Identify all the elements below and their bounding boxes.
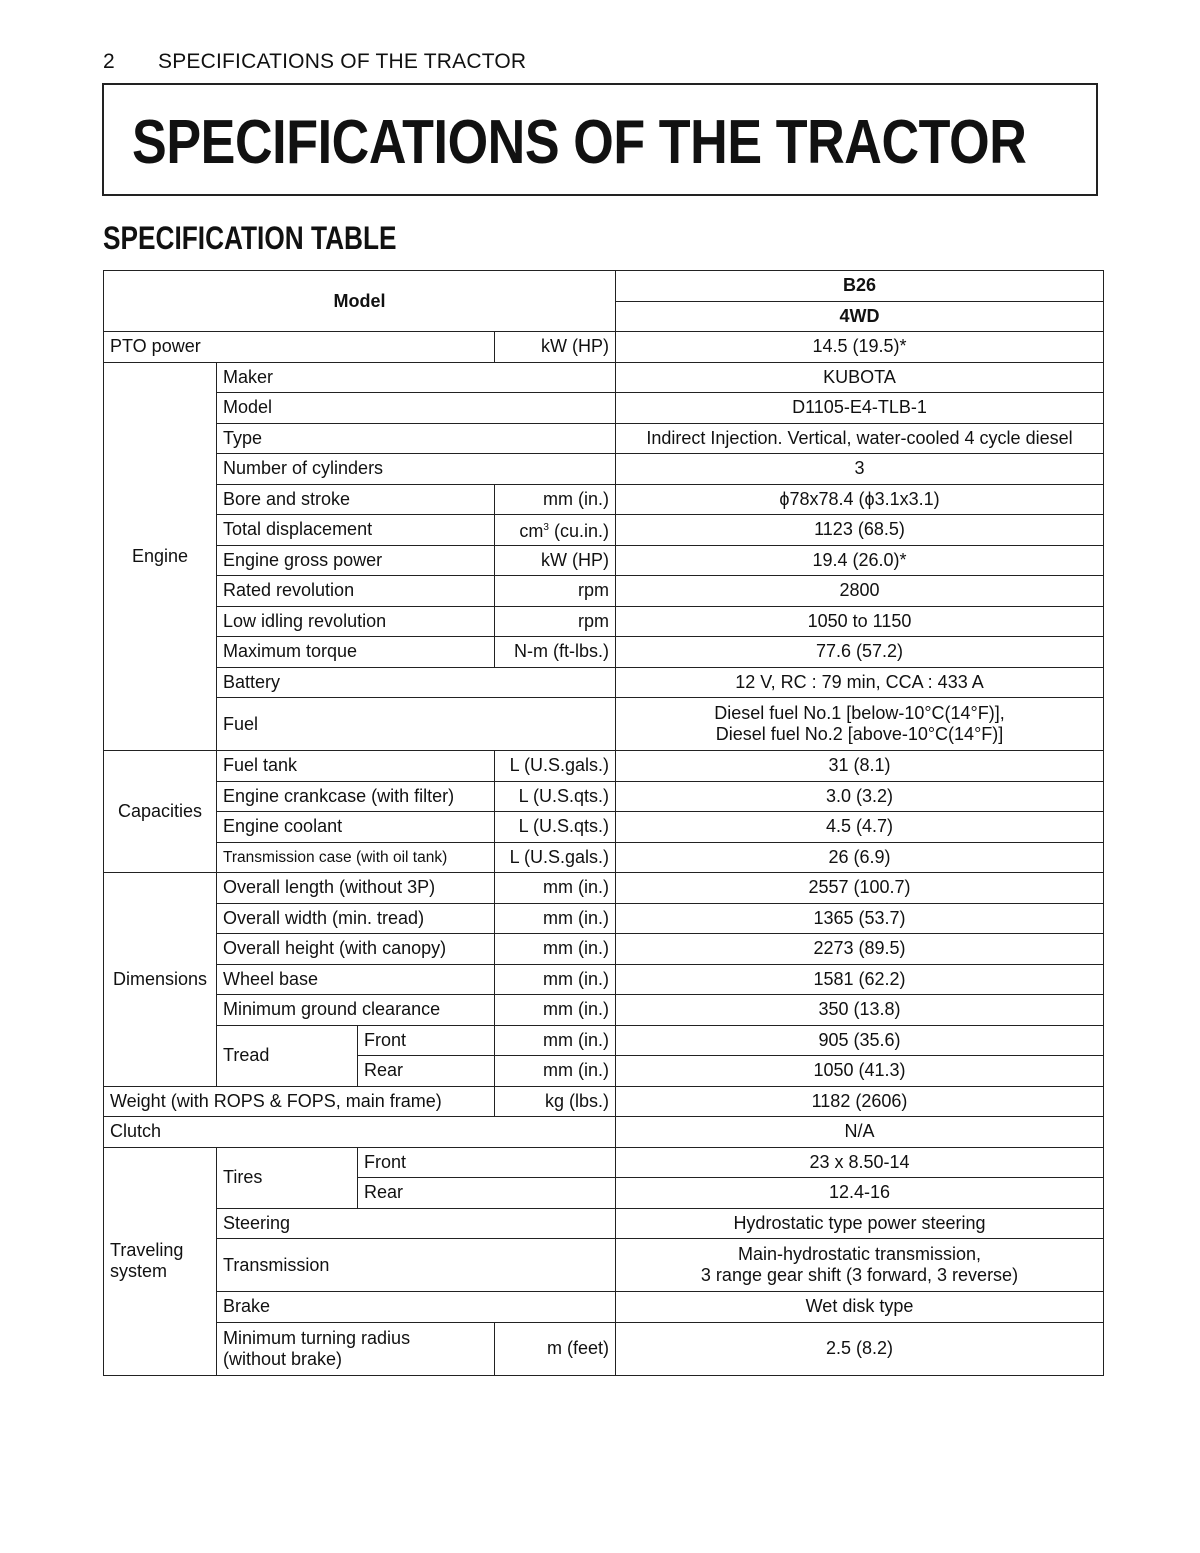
row-value: 77.6 (57.2) [616, 637, 1104, 668]
row-label: Overall height (with canopy) [217, 934, 495, 965]
row-label: Brake [217, 1292, 616, 1323]
row-label: Clutch [104, 1117, 616, 1148]
row-value [616, 1239, 1104, 1292]
table-row [104, 1147, 1104, 1178]
row-label: Total displacement [217, 515, 495, 546]
row-unit: L (U.S.gals.) [495, 751, 616, 782]
row-value: 31 (8.1) [616, 751, 1104, 782]
row-value: 3.0 (3.2) [616, 781, 1104, 812]
group-label-line: system [110, 1261, 168, 1281]
table-row [104, 812, 1104, 843]
row-value: 3 [616, 454, 1104, 485]
row-unit: m (feet) [495, 1322, 616, 1375]
row-unit: mm (in.) [495, 903, 616, 934]
group-label-line: Traveling [110, 1240, 184, 1260]
row-value: Indirect Injection. Vertical, water-cooled 4 cycle diesel [616, 423, 1104, 454]
row-unit: mm (in.) [495, 1056, 616, 1087]
table-row [104, 698, 1104, 751]
value-line: 3 range gear shift (3 forward, 3 reverse) [700, 1265, 1019, 1285]
table-row [104, 781, 1104, 812]
row-unit: mm (in.) [495, 1025, 616, 1056]
model-name: B26 [616, 271, 1104, 302]
table-row [104, 1239, 1104, 1292]
row-unit: kg (lbs.) [495, 1086, 616, 1117]
row-label: Overall length (without 3P) [217, 873, 495, 904]
row-unit: rpm [495, 606, 616, 637]
row-value: Wet disk type [616, 1292, 1104, 1323]
table-row [104, 667, 1104, 698]
row-label: Type [217, 423, 616, 454]
table-row [104, 332, 1104, 363]
label-line: Minimum turning radius [223, 1327, 411, 1348]
value-line: Diesel fuel No.1 [below-10°C(14°F)], [714, 703, 1005, 723]
table-row [104, 995, 1104, 1026]
label-line: (without brake) [223, 1348, 343, 1369]
table-row [104, 1117, 1104, 1148]
table-row [104, 1086, 1104, 1117]
table-row [104, 1208, 1104, 1239]
group-label-traveling-system [104, 1147, 217, 1375]
row-value: 2800 [616, 576, 1104, 607]
row-value: 26 (6.9) [616, 842, 1104, 873]
value-line: Main-hydrostatic transmission, [737, 1244, 982, 1264]
row-label: Bore and stroke [217, 484, 495, 515]
section-heading: SPECIFICATION TABLE [103, 220, 397, 256]
row-unit: mm (in.) [495, 964, 616, 995]
page-title: SPECIFICATIONS OF THE TRACTOR [132, 108, 1027, 177]
row-unit: L (U.S.qts.) [495, 812, 616, 843]
table-row [104, 1322, 1104, 1375]
row-label: PTO power [104, 332, 495, 363]
row-value: Hydrostatic type power steering [616, 1208, 1104, 1239]
unit-rest: (cu.in.) [548, 521, 609, 542]
value-line: Diesel fuel No.2 [above-10°C(14°F)] [715, 724, 1004, 744]
row-label: Wheel base [217, 964, 495, 995]
row-value: ϕ78x78.4 (ϕ3.1x3.1) [616, 484, 1104, 515]
row-unit: mm (in.) [495, 484, 616, 515]
row-label: Minimum ground clearance [217, 995, 495, 1026]
row-unit: kW (HP) [495, 332, 616, 363]
row-unit: L (U.S.gals.) [495, 842, 616, 873]
table-row [104, 515, 1104, 546]
row-label: Fuel tank [217, 751, 495, 782]
row-label: Tires [217, 1147, 358, 1208]
table-row [104, 751, 1104, 782]
model-variant: 4WD [616, 301, 1104, 332]
specification-table [103, 270, 1104, 1376]
table-row [104, 1025, 1104, 1056]
group-label-capacities: Capacities [104, 751, 217, 873]
row-label [217, 1322, 495, 1375]
row-unit: N-m (ft-lbs.) [495, 637, 616, 668]
sub-label: Front [358, 1025, 495, 1056]
row-value: 14.5 (19.5)* [616, 332, 1104, 363]
row-label: Number of cylinders [217, 454, 616, 485]
row-label: Engine coolant [217, 812, 495, 843]
table-row [104, 576, 1104, 607]
group-label-dimensions: Dimensions [104, 873, 217, 1087]
row-value: 350 (13.8) [616, 995, 1104, 1026]
row-value: 2.5 (8.2) [616, 1322, 1104, 1375]
unit-superscript: 3 [543, 522, 549, 534]
row-value: D1105-E4-TLB-1 [616, 393, 1104, 424]
sub-label: Rear [358, 1056, 495, 1087]
row-label: Maker [217, 362, 616, 393]
row-unit [495, 515, 616, 546]
table-row [104, 903, 1104, 934]
row-label: Transmission case (with oil tank) [217, 842, 495, 873]
title-box [102, 83, 1098, 196]
table-row [104, 934, 1104, 965]
row-value: KUBOTA [616, 362, 1104, 393]
row-label: Overall width (min. tread) [217, 903, 495, 934]
row-value: 12 V, RC : 79 min, CCA : 433 A [616, 667, 1104, 698]
group-label-engine: Engine [104, 362, 217, 751]
table-row [104, 637, 1104, 668]
unit-base: cm [519, 521, 544, 542]
row-unit: rpm [495, 576, 616, 607]
table-row [104, 423, 1104, 454]
row-value [616, 698, 1104, 751]
row-value: 905 (35.6) [616, 1025, 1104, 1056]
row-label: Engine crankcase (with filter) [217, 781, 495, 812]
row-label: Fuel [217, 698, 616, 751]
row-label: Transmission [217, 1239, 616, 1292]
table-row [104, 393, 1104, 424]
table-row [104, 606, 1104, 637]
row-value: 1365 (53.7) [616, 903, 1104, 934]
row-value: 2273 (89.5) [616, 934, 1104, 965]
row-label: Model [217, 393, 616, 424]
row-label: Tread [217, 1025, 358, 1086]
row-label: Low idling revolution [217, 606, 495, 637]
row-value: 12.4-16 [616, 1178, 1104, 1209]
table-row [104, 964, 1104, 995]
model-header-label: Model [104, 271, 616, 332]
table-row [104, 842, 1104, 873]
row-label: Engine gross power [217, 545, 495, 576]
running-header [103, 50, 526, 74]
sub-label: Rear [358, 1178, 616, 1209]
row-value: 1123 (68.5) [616, 515, 1104, 546]
row-value: 1581 (62.2) [616, 964, 1104, 995]
row-value: 1050 to 1150 [616, 606, 1104, 637]
running-title: SPECIFICATIONS OF THE TRACTOR [158, 50, 527, 73]
row-unit: kW (HP) [495, 545, 616, 576]
row-label: Rated revolution [217, 576, 495, 607]
row-value: 2557 (100.7) [616, 873, 1104, 904]
row-unit: mm (in.) [495, 934, 616, 965]
row-value: 19.4 (26.0)* [616, 545, 1104, 576]
table-row [104, 545, 1104, 576]
table-row [104, 873, 1104, 904]
row-value: N/A [616, 1117, 1104, 1148]
table-row [104, 271, 1104, 302]
row-unit: mm (in.) [495, 873, 616, 904]
row-unit: mm (in.) [495, 995, 616, 1026]
row-label: Battery [217, 667, 616, 698]
row-label: Weight (with ROPS & FOPS, main frame) [104, 1086, 495, 1117]
row-label: Maximum torque [217, 637, 495, 668]
row-value: 1050 (41.3) [616, 1056, 1104, 1087]
page-number: 2 [103, 50, 115, 73]
row-value: 1182 (2606) [616, 1086, 1104, 1117]
table-row [104, 1292, 1104, 1323]
table-row [104, 362, 1104, 393]
row-label: Steering [217, 1208, 616, 1239]
table-row [104, 454, 1104, 485]
row-value: 23 x 8.50-14 [616, 1147, 1104, 1178]
row-value: 4.5 (4.7) [616, 812, 1104, 843]
row-unit: L (U.S.qts.) [495, 781, 616, 812]
sub-label: Front [358, 1147, 616, 1178]
table-row [104, 484, 1104, 515]
